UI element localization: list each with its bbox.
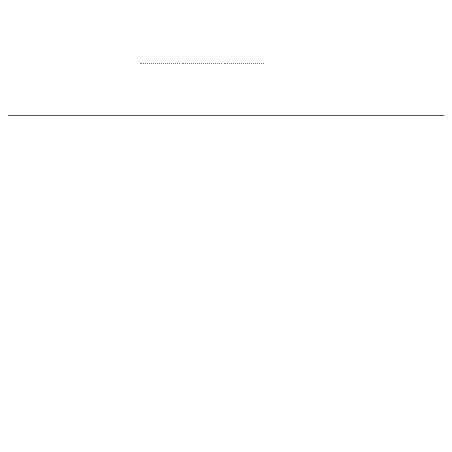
year-blank: [224, 56, 264, 64]
subject-line: [0, 23, 452, 32]
date-blank: [140, 56, 180, 64]
header-divider: [8, 115, 444, 116]
unit-title: [0, 12, 452, 21]
date-line: [140, 56, 264, 65]
grade-line: [0, 34, 452, 43]
month-blank: [182, 56, 222, 64]
teacher-line: [0, 45, 452, 54]
